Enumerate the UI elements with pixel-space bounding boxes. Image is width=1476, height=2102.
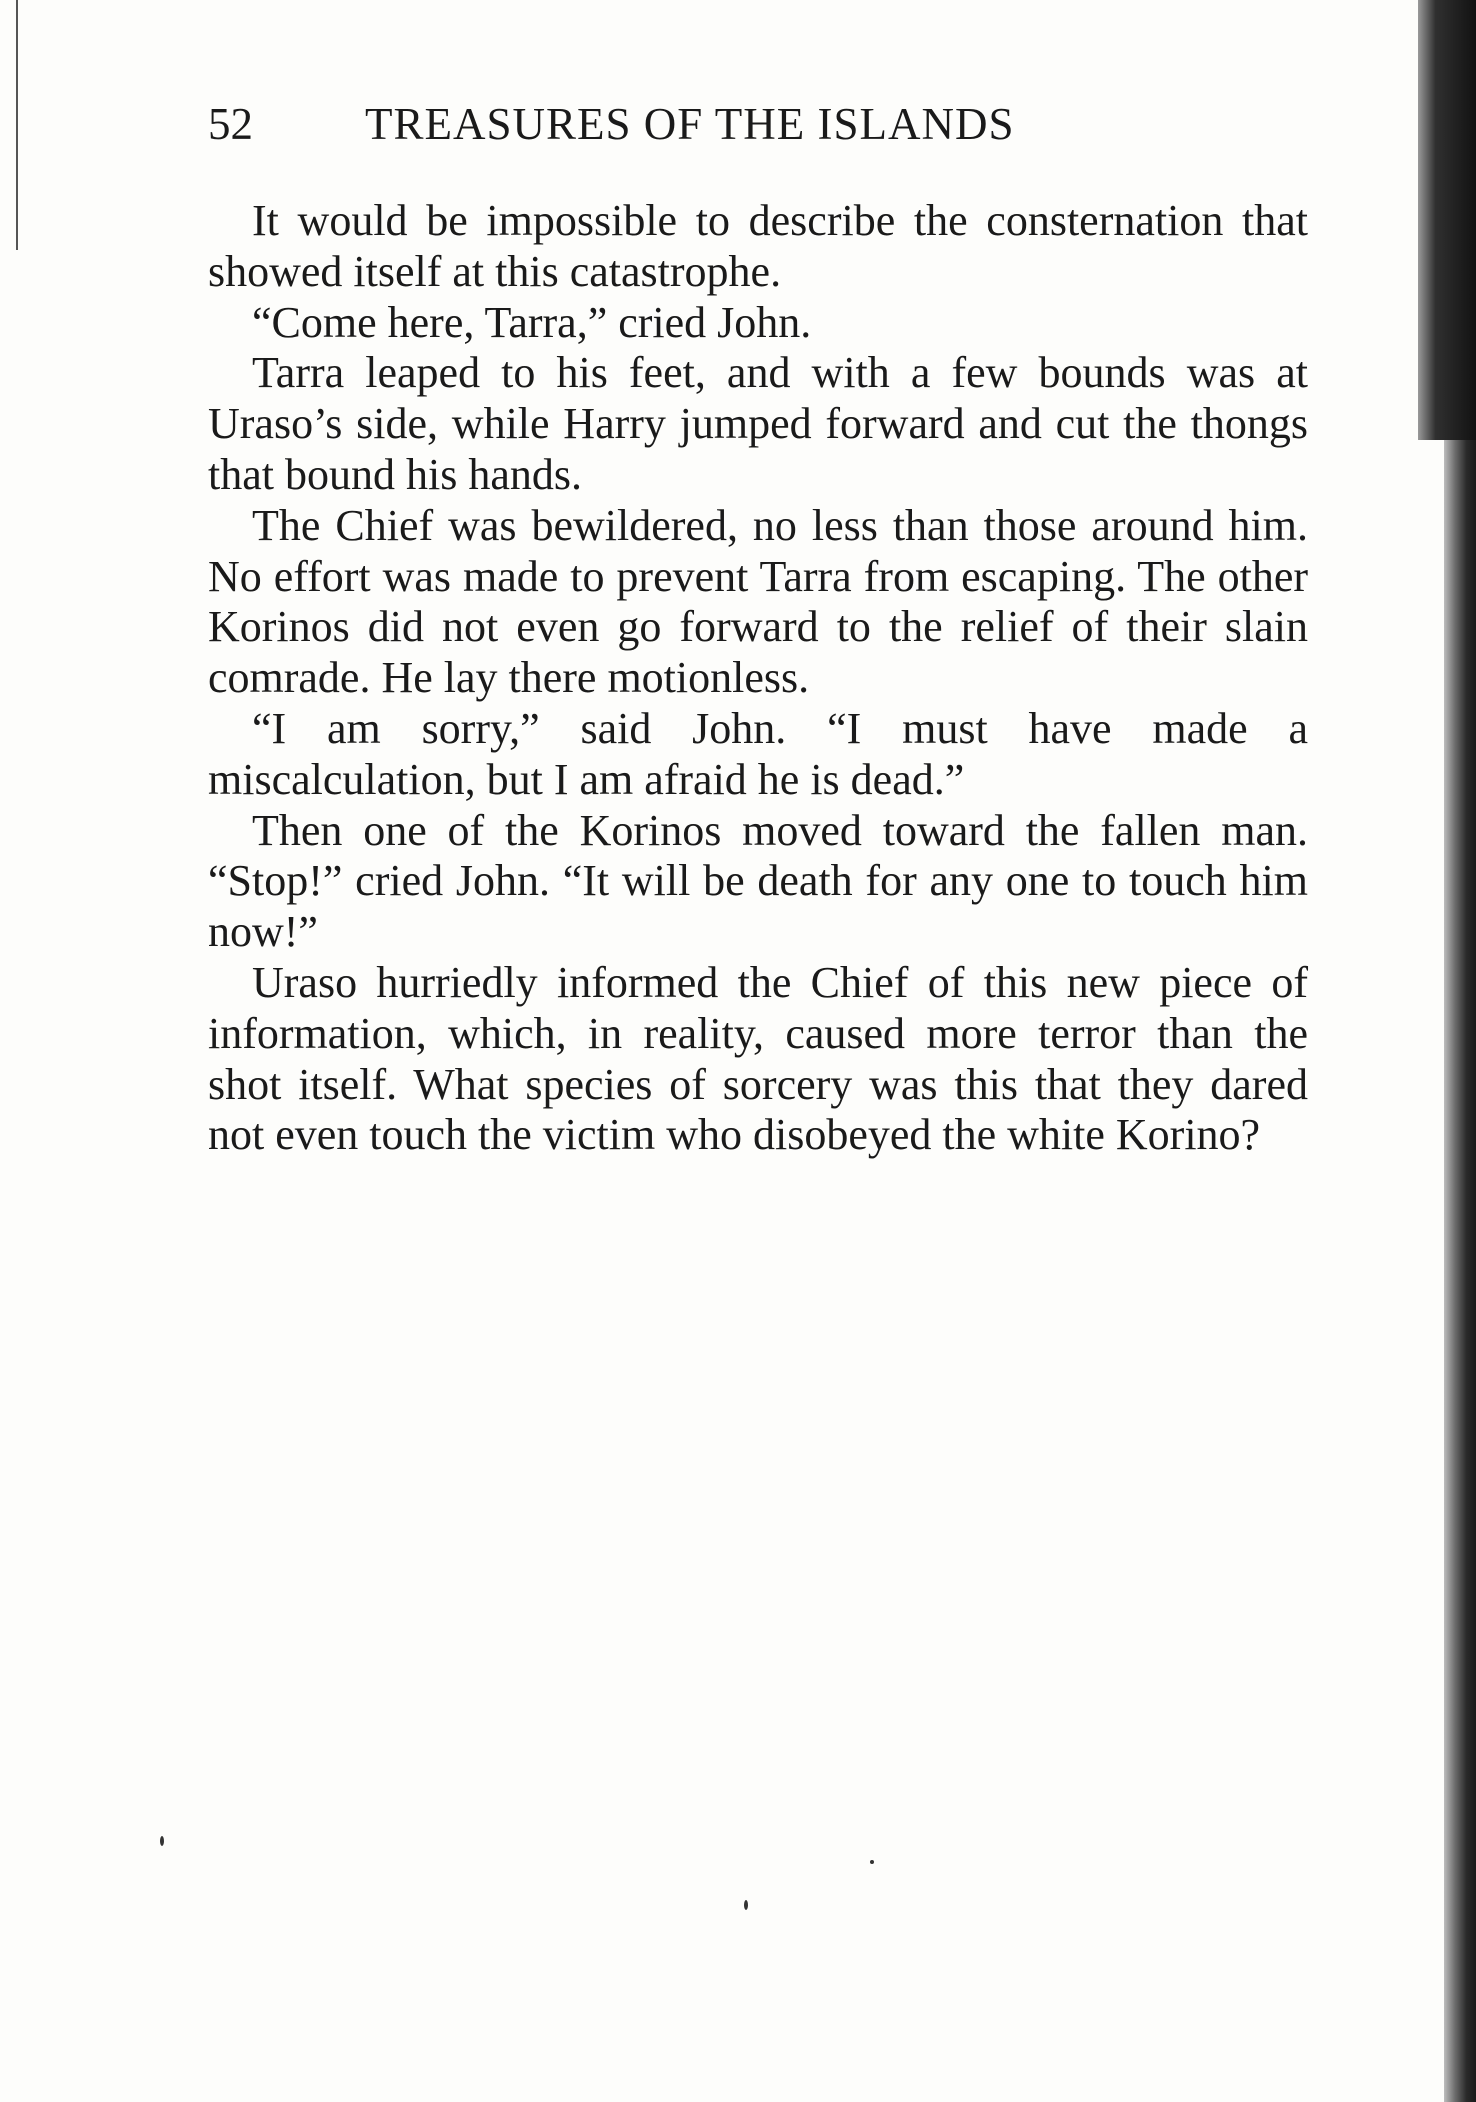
paragraph: The Chief was bewildered, no less than those around him. No effort was made to prevent Tarra from escaping. The other Korinos did not even go forward to the relief of their slain comrade. He lay there motionless. xyxy=(208,500,1308,703)
page-number: 52 xyxy=(208,99,253,149)
paragraph: Then one of the Korinos moved toward the fallen man. “Stop!” cried John. “It will be death for any one to touch him now!” xyxy=(208,805,1308,957)
page-header xyxy=(208,98,1308,158)
body-text xyxy=(208,196,1308,1161)
speck xyxy=(744,1900,748,1910)
paragraph: Tarra leaped to his feet, and with a few bounds was at Uraso’s side, while Harry jumped forward and cut the thongs that bound his hands. xyxy=(208,348,1308,499)
speck xyxy=(160,1836,164,1846)
running-title: TREASURES OF THE ISLANDS xyxy=(365,99,1015,149)
binding-shadow-top xyxy=(1418,0,1476,440)
paragraph: “I am sorry,” said John. “I must have made a miscalculation, but I am afraid he is dead.” xyxy=(208,703,1308,804)
paragraph: “Come here, Tarra,” cried John. xyxy=(252,297,812,347)
page-edge-line xyxy=(16,0,18,250)
speck xyxy=(870,1860,874,1864)
paragraph: Uraso hurriedly informed the Chief of this new piece of information, which, in reality, caused more terror than the shot itself. What species of sorcery was this that they dared not even touch the victim who disobeyed the white Korino? xyxy=(208,957,1308,1160)
paragraph: It would be impossible to describe the consternation that showed itself at this catastrophe. xyxy=(208,196,1308,296)
